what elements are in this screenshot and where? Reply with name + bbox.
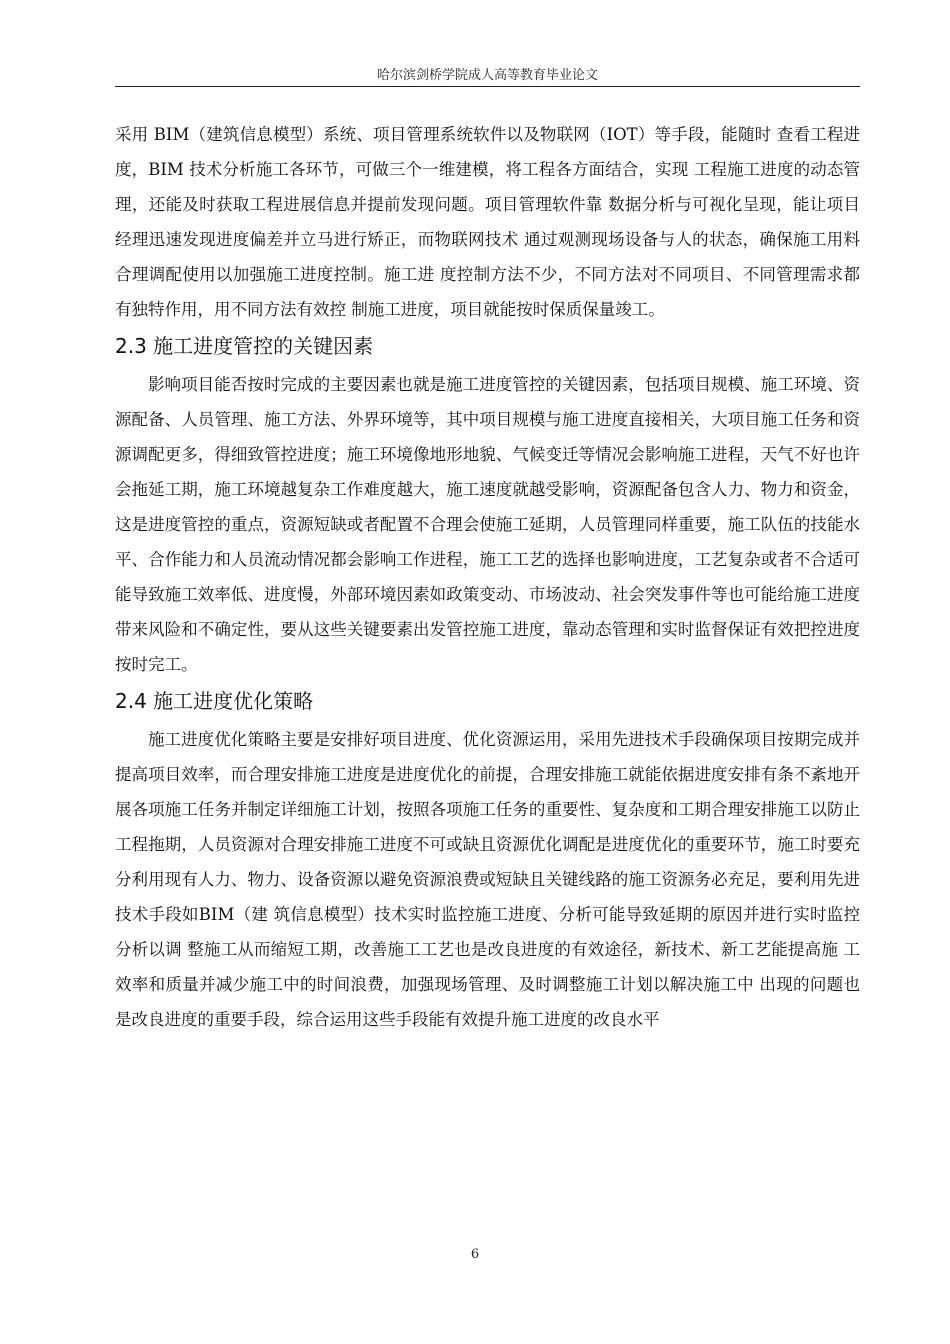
intro-paragraph: 采用 BIM（建筑信息模型）系统、项目管理系统软件以及物联网（IOT）等手段，能随时 查看工程进度，BIM 技术分析施工各环节，可做三个一维建模，将工程各方面结合，实现 工程施工进度的动态管理，还能及时获取工程进展信息并提前发现问题。项目管理软件靠 数据分析与可视化呈现，能让项目经理迅速发现进度偏差并立马进行矫正，而物联网技术 通过观测现场设备与人的状态，确保施工用料合理调配使用以加强施工进度控制。施工进 度控制方法不少，不同方法对不同项目、不同管理需求都有独特作用，用不同方法有效控 制施工进度，项目就能按时保质保量竣工。 [115,125,860,319]
section-2-3-paragraph: 影响项目能否按时完成的主要因素也就是施工进度管控的关键因素，包括项目规模、施工环境、资源配备、人员管理、施工方法、外界环境等，其中项目规模与施工进度直接相关，大项目施工任务和资源调配更多，得细致管控进度；施工环境像地形地貌、气候变迁等情况会影响施工进程，天气不好也许会拖延工期，施工环境越复杂工作难度越大，施工速度就越受影响，资源配备包含人力、物力和资金，这是进度管控的重点，资源短缺或者配置不合理会使施工延期，人员管理同样重要，施工队伍的技能水平、合作能力和人员流动情况都会影响工作进程，施工工艺的选择也影响进度，工艺复杂或者不合适可能导致施工效率低、进度慢，外部环境因素如政策变动、市场波动、社会突发事件等也可能给施工进度带来风险和不确定性，要从这些关键要素出发管控施工进度，靠动态管理和实时监督保证有效把控进度按时完工。 [115,375,860,674]
header-rule [115,86,860,87]
page-body [115,117,860,1037]
page-number: 6 [470,1247,480,1262]
section-2-4-paragraph: 施工进度优化策略主要是安排好项目进度、优化资源运用，采用先进技术手段确保项目按期完成并提高项目效率，而合理安排施工进度是进度优化的前提，合理安排施工就能依据进度安排有条不紊地开展各项施工任务并制定详细施工计划，按照各项施工任务的重要性、复杂度和工期合理安排施工以防止工程拖期，人员资源对合理安排施工进度不可或缺且资源优化调配是进度优化的重要环节，施工时要充分利用现有人力、物力、设备资源以避免资源浪费或短缺且关键线路的施工资源务必充足，要利用先进技术手段如BIM（建 筑信息模型）技术实时监控施工进度、分析可能导致延期的原因并进行实时监控分析以调 整施工从而缩短工期，改善施工工艺也是改良进度的有效途径，新技术、新工艺能提高施 工效率和质量并减少施工中的时间浪费，加强现场管理、及时调整施工计划以解决施工中 出现的问题也是改良进度的重要手段，综合运用这些手段能有效提升施工进度的改良水平 [115,730,860,1029]
section-2-4-heading: 2.4 施工进度优化策略 [115,689,314,713]
running-header: 哈尔滨剑桥学院成人高等教育毕业论文 [376,68,598,83]
section-2-3-heading: 2.3 施工进度管控的关键因素 [115,334,374,358]
